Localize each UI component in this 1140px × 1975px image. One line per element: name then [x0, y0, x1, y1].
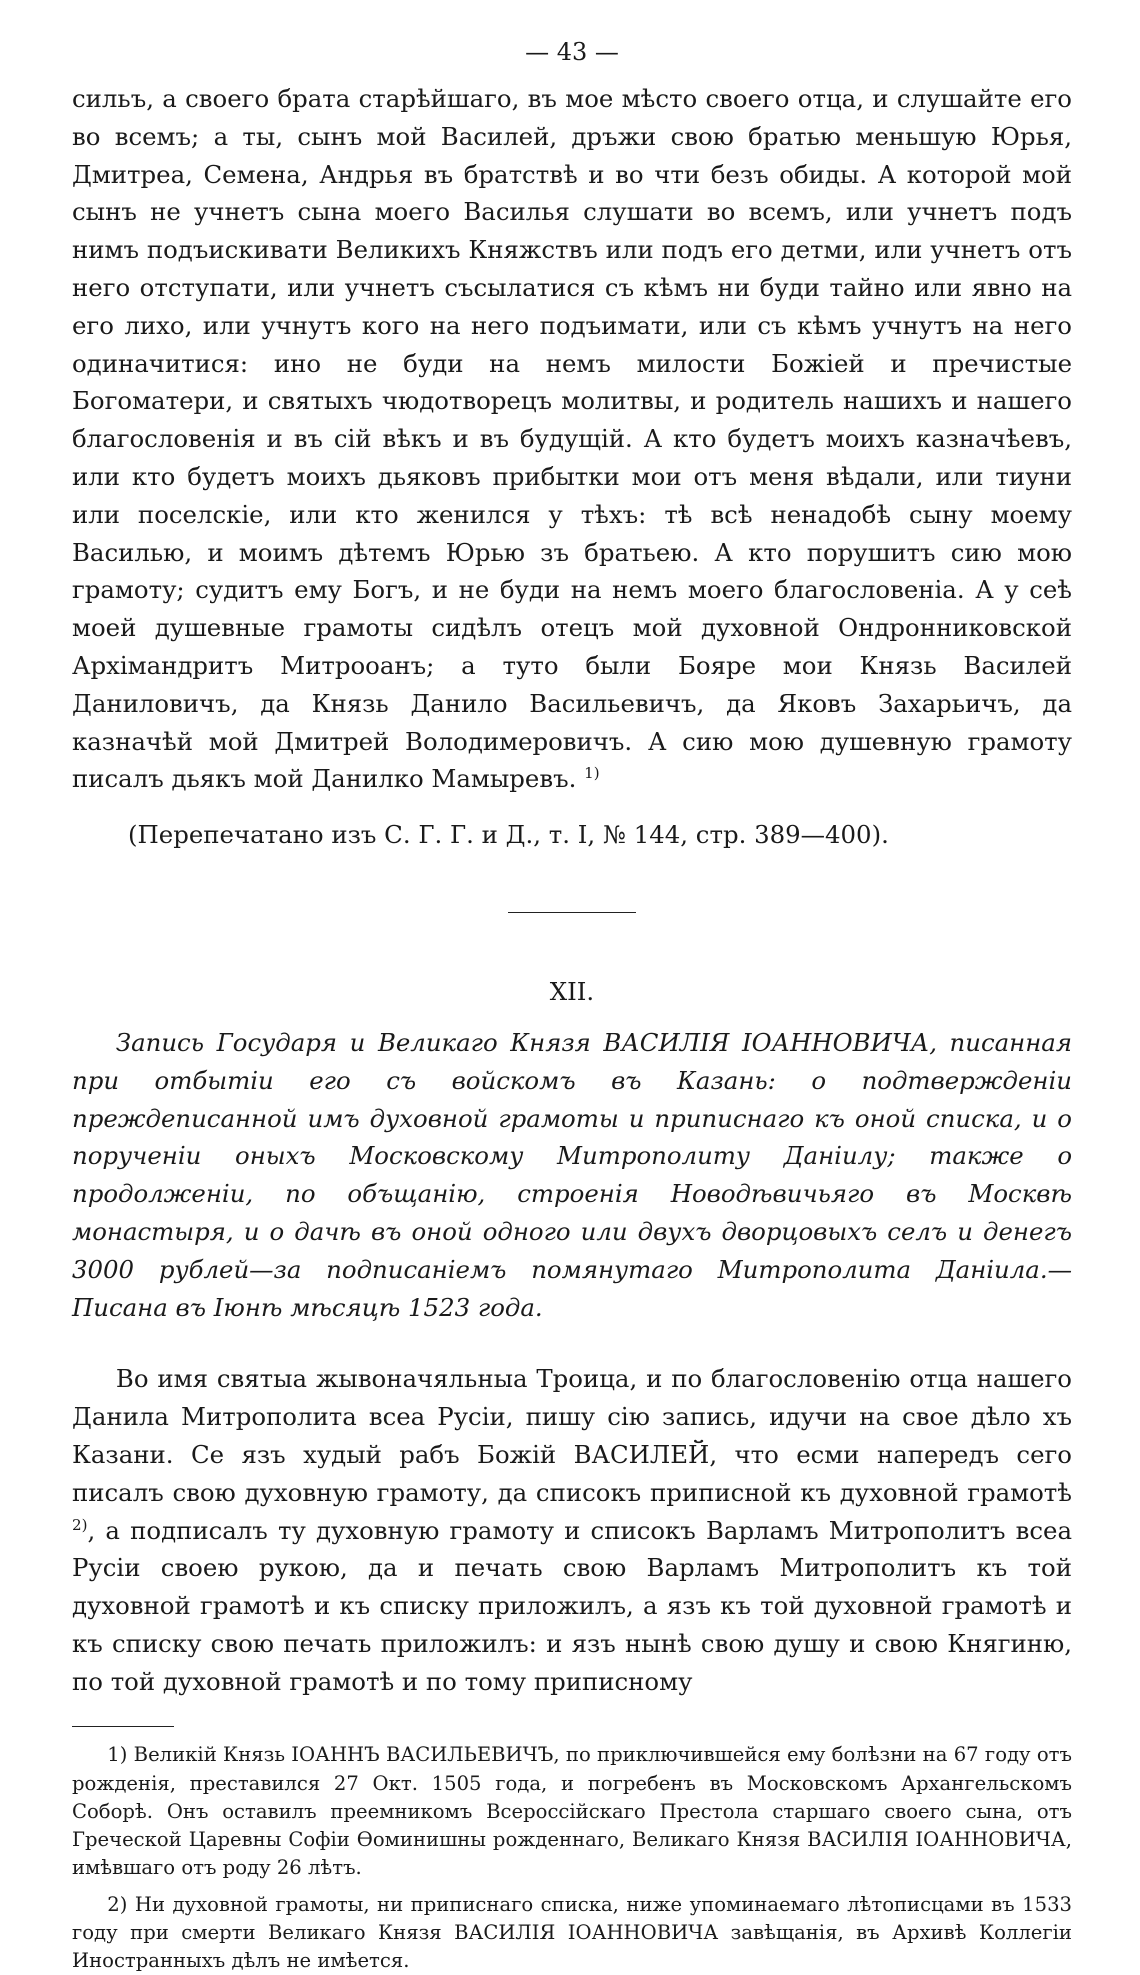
- second-text: [72, 1360, 1072, 1700]
- section-divider: [508, 912, 636, 913]
- footnote-2: 2) Ни духовной грамоты, ни приписнаго списка, ниже упоминаемаго лѣтописцами въ 1533 году при смерти Великаго Князя ВАСИЛІЯ ІОАННОВИЧА завѣщанія, въ Архивѣ Коллегіи Иностранныхъ дѣлъ не имѣется.: [72, 1891, 1072, 1975]
- footnote-1: 1) Великій Князь ІОАННЪ ВАСИЛЬЕВИЧЪ, по приключившейся ему болѣзни на 67 году отъ рожденія, преставился 27 Окт. 1505 года, и погребенъ въ Московскомъ Архангельскомъ Соборѣ. Онъ оставилъ преемникомъ Всероссійскаго Престола старшаго своего сына, отъ Греческой Царевны Софіи Ѳоминишны рожденнаго, Великаго Князя ВАСИЛІЯ ІОАННОВИЧА, имѣвшаго отъ роду 26 лѣтъ.: [72, 1741, 1072, 1882]
- footnote-ref-2: 2): [72, 1515, 88, 1533]
- page-number: — 43 —: [72, 38, 1072, 66]
- paragraph-2-part1: Во имя святыа жывоначяльныа Троица, и по благословенію отца нашего Данила Митрополита всеа Русіи, пишу сію запись, идучи на свое дѣло хъ Казани. Се язъ худый рабъ Божій ВАСИЛЕЙ, что есми напередъ сего писалъ свою духовную грамоту, да списокъ приписной къ духовной грамотѣ: [72, 1364, 1072, 1506]
- footnote-ref-1: 1): [584, 764, 600, 782]
- paragraph-1-text: сильъ, а своего брата старѣйшаго, въ мое мѣсто своего отца, и слушайте его во всемъ; а ты, сынъ мой Василей, дръжи свою братью меньшую Юрья, Дмитреа, Семена, Андрья въ братствѣ и во чти безъ обиды. А которой мой сынъ не учнетъ сына моего Василья слушати во всемъ, или учнетъ подъ нимъ подъискивати Великихъ Княжствъ или подъ его детми, или учнетъ отъ него отступати, или учнетъ съсылатися съ кѣмъ ни буди тайно или явно на его лихо, или учнутъ кого на него подъимати, или съ кѣмъ учнутъ на него одиначитися: ино не буди на немъ милости Божіей и пречистые Богоматери, и святыхъ чюдотворецъ молитвы, и родитель нашихъ и нашего благословенія и въ сій вѣкъ и въ будущій. А кто будетъ моихъ казначѣевъ, или кто будетъ моихъ дьяковъ прибытки мои отъ меня вѣдали, или тиуни или поселскіе, или кто женился у тѣхъ: тѣ всѣ ненадобѣ сыну моему Василью, и моимъ дѣтемъ Юрью зъ братьею. А кто порушитъ сию мою грамоту; судитъ ему Богъ, и не буди на немъ моего благословеніа. А у сеѣ моей душевные грамоты сидѣлъ отецъ мой духовной Ондронниковской Архімандритъ Митрооанъ; а туто были Бояре мои Князь Василей Даниловичъ, да Князь Данило Васильевичъ, да Яковъ Захарьичъ, да казначѣй мой Дмитрей Володимеровичъ. А сию мою душевную грамоту писалъ дьякъ мой Данилко Мамыревъ.: [72, 84, 1072, 793]
- section-number: XII.: [72, 977, 1072, 1006]
- paragraph-2: [72, 1360, 1072, 1700]
- main-text: [72, 80, 1072, 798]
- paragraph-2-part2: , а подписалъ ту духовную грамоту и списокъ Варламъ Митрополитъ всеа Русіи своею рукою, да и печать свою Варламъ Митрополитъ къ той духовной грамотѣ и къ списку приложилъ, а язъ къ той духовной грамотѣ и къ списку свою печать приложилъ: и язъ нынѣ свою душу и свою Княгиню, по той духовной грамотѣ и по тому приписному: [72, 1516, 1072, 1696]
- citation: (Перепечатано изъ С. Г. Г. и Д., т. I, № 144, стр. 389—400).: [72, 816, 1072, 854]
- section-title: Запись Государя и Великаго Князя ВАСИЛІЯ ІОАННОВИЧА, писанная при отбытіи его съ войскомъ въ Казань: о подтвержденіи преждеписанной имъ духовной грамоты и приписнаго къ оной списка, и о порученіи оныхъ Московскому Митрополиту Даніилу; также о продолженіи, по объщанію, строенія Новодѣвичьяго въ Москвѣ монастыря, и о дачѣ въ оной одного или двухъ дворцовыхъ селъ и денегъ 3000 рублей—за подписаніемъ помянутаго Митрополита Даніила.—Писана въ Іюнѣ мѣсяцѣ 1523 года.: [72, 1024, 1072, 1326]
- footnotes: [72, 1741, 1072, 1975]
- paragraph-1: [72, 80, 1072, 798]
- footnote-rule: [72, 1726, 174, 1727]
